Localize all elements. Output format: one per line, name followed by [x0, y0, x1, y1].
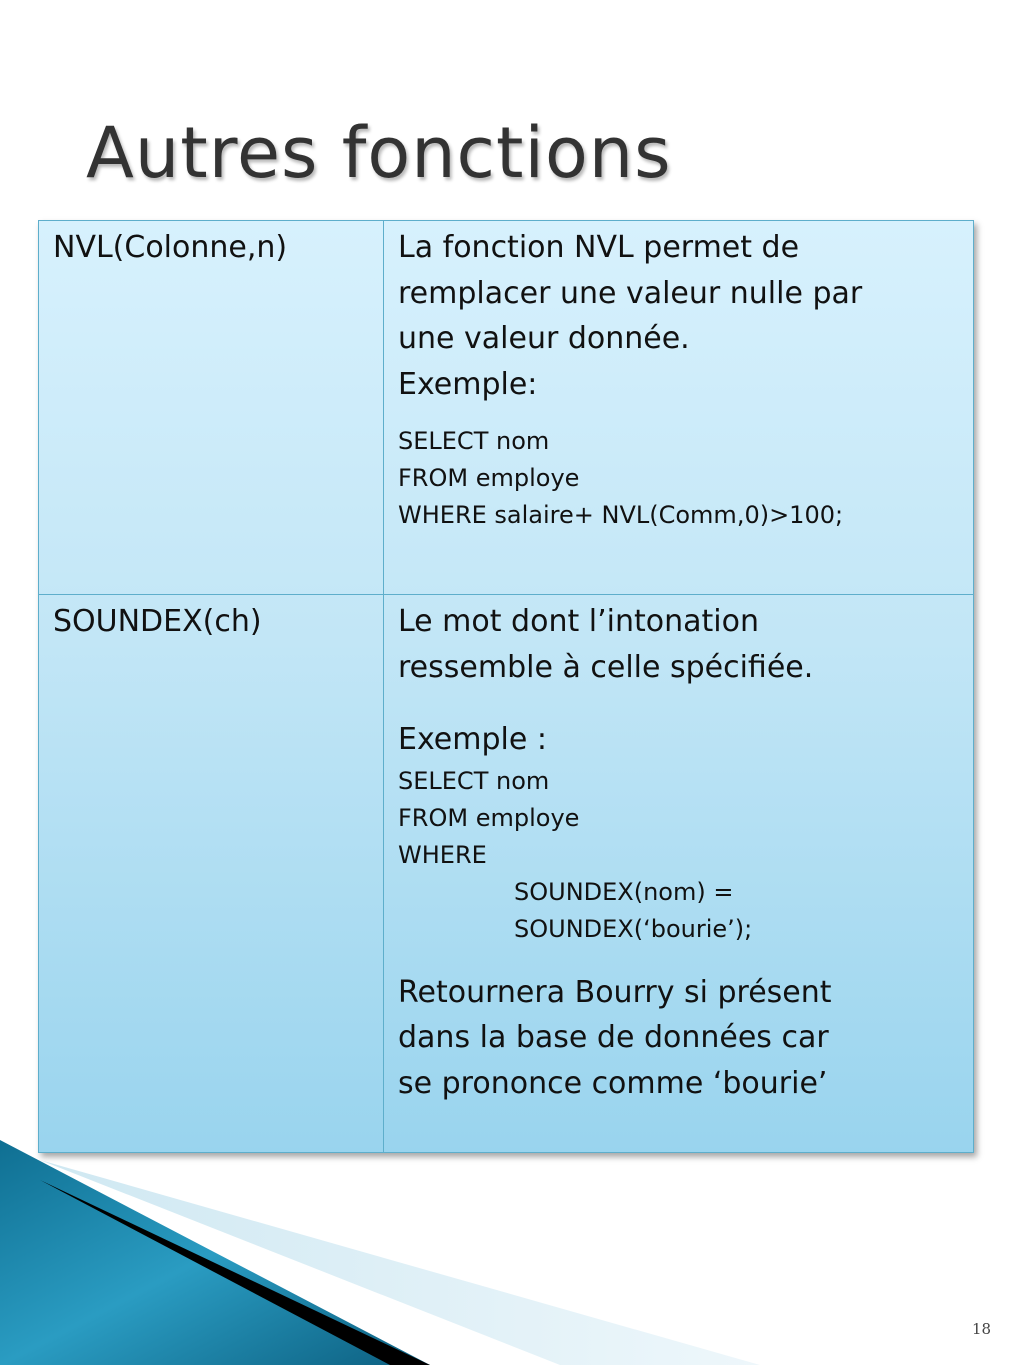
column-divider: [383, 221, 384, 1152]
code-line-indented: SOUNDEX(‘bourie’);: [514, 914, 753, 943]
description-nvl: [398, 225, 963, 534]
code-line: FROM employe: [398, 803, 580, 832]
function-name-nvl: NVL(Colonne,n): [53, 230, 288, 265]
description-soundex: [398, 599, 963, 1106]
result-line: Retournera Bourry si présent: [398, 974, 832, 1010]
teal-wedge-shape: [0, 1140, 430, 1365]
code-line: WHERE: [398, 840, 487, 869]
code-line-indented: SOUNDEX(nom) =: [514, 877, 734, 906]
description-line: ressemble à celle spécifiée.: [398, 649, 814, 685]
description-line: une valeur donnée.: [398, 321, 690, 356]
example-label: Exemple :: [398, 722, 547, 757]
corner-decoration: [0, 1140, 760, 1365]
code-line: FROM employe: [398, 464, 580, 492]
description-line: Le mot dont l’intonation: [398, 604, 759, 639]
example-label: Exemple:: [398, 366, 538, 402]
code-line: SELECT nom: [398, 766, 550, 795]
description-line: La fonction NVL permet de: [398, 230, 800, 265]
code-line: WHERE salaire+ NVL(Comm,0)>100;: [398, 501, 844, 529]
slide-title: Autres fonctions: [86, 112, 672, 194]
result-line: se prononce comme ‘bourie’: [398, 1065, 828, 1101]
description-line: remplacer une valeur nulle par: [398, 275, 863, 311]
code-line: SELECT nom: [398, 427, 550, 455]
row-divider: [39, 594, 973, 595]
function-name-soundex: SOUNDEX(ch): [53, 604, 262, 639]
page-number: 18: [972, 1320, 992, 1338]
result-line: dans la base de données car: [398, 1020, 829, 1055]
functions-table: [38, 220, 974, 1153]
